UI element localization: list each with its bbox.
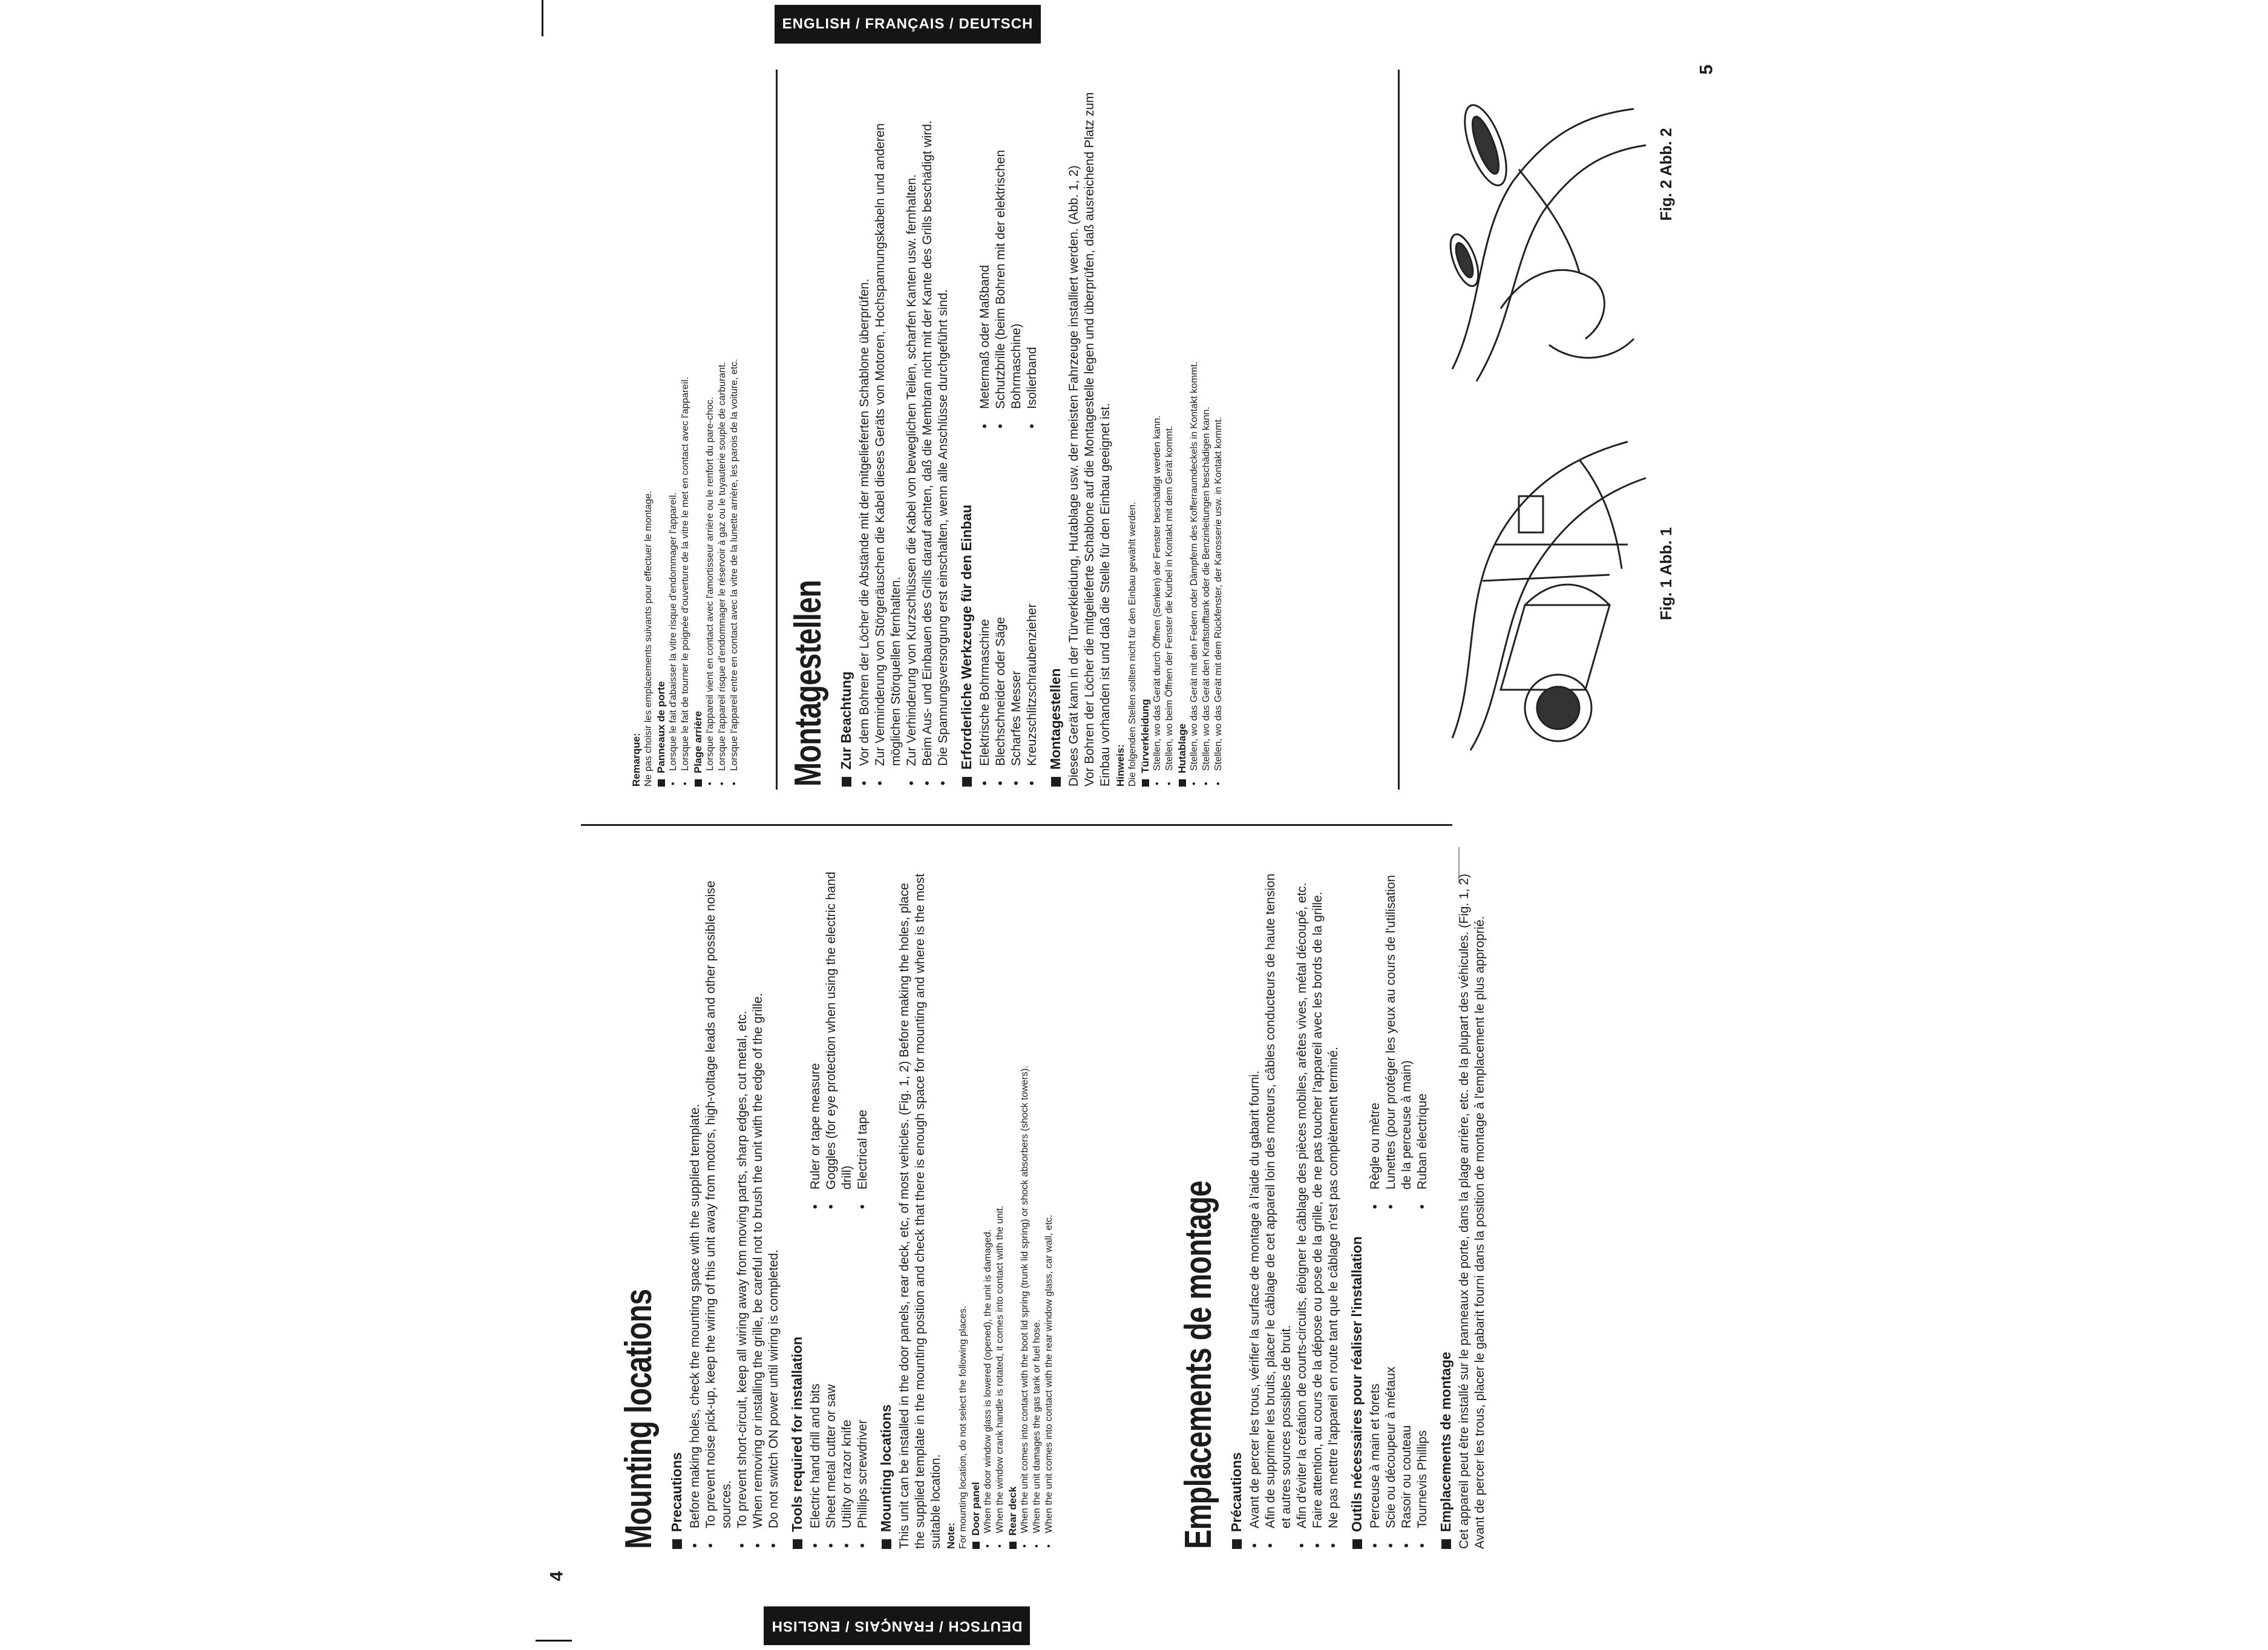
list-item: • To prevent noise pick-up, keep the wiring of this unit away from motors, high-voltage leads and other possible noise sources. — [703, 871, 735, 1549]
list-item: • Lorsque l'appareil entre en contact avec la vitre de la lunette arrière, les parois de la voiture, etc. — [729, 73, 741, 787]
french-mounting-text: Cet appareil peut être installé sur le panneaux de porte, dans la plage arrière, etc. de la plupart des véhicules. (Fig. 1, 2) Avant de percer les trous, placer le gabarit fourni dans la position de montage à l'emplacement le plus approprié. — [1457, 874, 1487, 1549]
list-item: • Stellen, wo das Gerät den Kraftstofftank oder die Benzinleitungen beschädigen kann. — [1201, 73, 1213, 787]
list-item: • Elektrische Bohrmaschine — [977, 430, 993, 787]
list-item: • Phillips screwdriver — [855, 1210, 871, 1549]
list-item: • Afin d'éviter la création de courts-circuits, éloigner le câblage des pièces mobiles, arêtes vives, métal découpé, etc. — [1294, 871, 1310, 1549]
german-mounting-heading: Montagestellen — [1047, 73, 1064, 787]
french-precautions-list — [1247, 871, 1342, 1549]
list-item: • Ruler or tape measure — [808, 871, 824, 1210]
list-item: • Rasoir ou couteau — [1399, 1210, 1415, 1549]
german-title: Montagestellen — [787, 580, 829, 787]
list-item: • Stellen, wo das Gerät mit den Federn oder Dämpfern des Kofferraumdeckels in Kontakt kommt. — [1188, 73, 1201, 787]
list-item: • Perceuse à main et forets — [1368, 1210, 1383, 1549]
list-item: • Kreuzschlitzschraubenzieher — [1024, 430, 1040, 787]
german-rear-heading: Hutablage — [1176, 73, 1188, 787]
list-item: • To prevent short-circuit, keep all wiring away from moving parts, sharp edges, cut metal, etc. — [735, 871, 750, 1549]
list-item: • Lorsque l'appareil risque d'endommager le réservoir à gaz ou le tuyauterie souple de carburant. — [716, 73, 729, 787]
french-door-heading: Panneaux de porte — [655, 73, 667, 787]
list-item: • Before making holes, check the mounting space with the supplied template. — [687, 871, 703, 1549]
english-door-panel-list — [982, 871, 1006, 1549]
language-tab-bottom: DEUTSCH / FRANÇAIS / ENGLISH — [764, 1606, 1030, 1645]
english-rear-deck-heading: Rear deck — [1006, 871, 1019, 1549]
list-item: • When the unit comes into contact with the rear window glass, car wall, etc. — [1043, 871, 1055, 1549]
list-item: • Beim Aus- und Einbauen des Grills darauf achten, daß die Membran nicht mit der Kante des Grills beschädigt wird. — [920, 73, 936, 787]
german-mounting-text-2: Vor Bohren der Löcher die mitgelieferte Schablone auf die Montagestelle legen und überprüfen, daß ausreichend Platz zum Einbau vorhanden ist und daß die Stelle für den Einbau geeignet ist. — [1083, 92, 1112, 787]
english-note-text: For mounting location, do not select the following places. — [958, 1305, 968, 1549]
french-section — [1177, 871, 1488, 1549]
list-item: • Lunettes (pour protéger les yeux au cours de l'utilisation de la perceuse à main) — [1383, 871, 1415, 1210]
page-number-right: 5 — [1696, 64, 1717, 75]
list-item: • Avant de percer les trous, vérifier la surface de montage à l'aide du gabarit fourni. — [1247, 871, 1263, 1549]
list-item: • Utility or razor knife — [839, 1210, 855, 1549]
list-item: • Electrical tape — [855, 871, 871, 1210]
list-item: • When the door window glass is lowered (opened), the unit is damaged. — [982, 871, 994, 1549]
german-hint-text: Die folgenden Stellen sollten nicht für den Einbau gewählt werden. — [1127, 502, 1138, 787]
french-rear-heading: Plage arrière — [692, 73, 704, 787]
fig2-caption: Fig. 2 Abb. 2 — [1657, 128, 1675, 221]
english-tools-heading: Tools required for installation — [789, 871, 805, 1549]
list-item: • When removing or installing the grille, be careful not to brush the unit with the edge of the grille. — [750, 871, 766, 1549]
list-item: • Ne pas mettre l'appareil en route tant que le câblage n'est pas complètement terminé. — [1326, 871, 1342, 1549]
list-item: • When the window crank handle is rotated, it comes into contact with the unit. — [994, 871, 1006, 1549]
list-item: • Ruban électrique — [1415, 871, 1431, 1210]
french-rear-list — [704, 73, 741, 787]
list-item: • Lorsque l'appareil vient en contact avec l'amortisseur arrière ou le renfort du pare-choc. — [704, 73, 716, 787]
list-item: • Scharfes Messer — [1009, 430, 1024, 787]
list-item: • When the unit comes into contact with the boot lid spring (trunk lid spring) or shock absorbers (shock towers). — [1019, 871, 1031, 1549]
list-item: • Scie ou découpeur à métaux — [1383, 1210, 1399, 1549]
list-item: • Stellen, wo das Gerät mit dem Rückfenster, der Karosserie usw. in Kontakt kommt. — [1213, 73, 1225, 787]
french-tools-heading: Outils nécessaires pour réaliser l'installation — [1349, 871, 1365, 1549]
list-item: • Afin de supprimer les bruits, placer le câblage de cet appareil loin des moteurs, câbles conducteurs de haute tension et autres sources possibles de bruit. — [1263, 871, 1294, 1549]
list-item: • When the unit damages the gas tank or fuel hose. — [1031, 871, 1043, 1549]
page-number-left: 4 — [546, 1571, 567, 1582]
list-item: • Isolierband — [1024, 73, 1040, 430]
list-item: • Blechschneider oder Säge — [993, 430, 1009, 787]
english-precautions-list — [687, 871, 782, 1549]
list-item: • Zur Verhinderung von Kurzschlüssen die Kabel von beweglichen Teilen, scharfen Kanten usw. fernhalten. — [904, 73, 920, 787]
french-remark-text: Ne pas choisir les emplacements suivants pour effectuer le montage. — [643, 491, 654, 787]
english-mounting-text: This unit can be installed in the door panels, rear deck, etc, of most vehicles. (Fig. 1, 2) Before making the holes, place the supplied template in the mounting position and check that there is enough space for mounting and where is the most suitable location. — [897, 873, 943, 1549]
german-mounting-text: Dieses Gerät kann in der Türverkleidung, Hutablage usw. der meisten Fahrzeuge installiert werden. (Abb. 1, 2) — [1067, 165, 1081, 787]
language-tab-top: ENGLISH / FRANÇAIS / DEUTSCH — [775, 5, 1041, 44]
fig1-caption: Fig. 1 Abb. 1 — [1657, 527, 1675, 620]
list-item: • Tournevis Phillips — [1415, 1210, 1431, 1549]
list-item: • Stellen, wo das Gerät durch Öffnen (Senken) der Fenster beschädigt werden kann. — [1152, 73, 1164, 787]
english-tools-list — [808, 871, 871, 1549]
french-door-list — [667, 73, 692, 787]
list-item: • Goggles (for eye protection when using the electric hand drill) — [824, 871, 855, 1210]
list-item: • Lorsque le fait de tourner le poignée d'ouverture de la vitre le met en contact avec l'appareil. — [680, 73, 692, 787]
german-hint-label: Hinweis: — [1115, 744, 1126, 787]
list-item: • Schutzbrille (beim Bohren mit der elektrischen Bohrmaschine) — [993, 73, 1024, 430]
french-precautions-heading: Précautions — [1228, 871, 1245, 1549]
fig2-rear-deck-illustration — [1428, 79, 1658, 393]
list-item: • Zur Verminderung von Störgeräuschen die Kabel dieses Geräts von Motoren, Hochspannungskabeln und anderen möglichen Störquellen fernhalten. — [873, 73, 904, 787]
german-beachtung-list — [857, 73, 951, 787]
list-item: • Die Spannungsversorgung erst einschalten, wenn alle Anschlüsse durchgeführt sind. — [936, 73, 951, 787]
list-item: • Lorsque le fait d'abaisser la vitre risque d'endommager l'appareil. — [667, 73, 680, 787]
list-item: • Stellen, wo beim Öffnen der Fenster die Kurbel in Kontakt mit dem Gerät kommt. — [1164, 73, 1176, 787]
page-fold-line — [581, 824, 1452, 826]
english-precautions-heading: Precautions — [669, 871, 685, 1549]
list-item: • Vor dem Bohren der Löcher die Abstände mit der mitgelieferten Schablone überprüfen. — [857, 73, 873, 787]
list-item: • Faire attention, au cours de la dépose ou pose de la grille, de ne pas toucher l'appareil avec les bords de la grille. — [1310, 871, 1326, 1549]
english-mounting-heading: Mounting locations — [878, 871, 894, 1549]
english-rear-deck-list — [1019, 871, 1055, 1549]
list-item: • Metermaß oder Maßband — [977, 73, 993, 430]
german-tools-heading: Erforderliche Werkzeuge für den Einbau — [959, 73, 975, 787]
list-item: • Sheet metal cutter or saw — [824, 1210, 839, 1549]
english-section — [617, 871, 1055, 1549]
divider-figures — [1398, 70, 1400, 790]
list-item: • Do not switch ON power until wiring is completed. — [766, 871, 782, 1549]
german-door-heading: Türverkleidung — [1139, 73, 1152, 787]
english-title: Mounting locations — [618, 1289, 660, 1549]
german-beachtung-heading: Zur Beachtung — [838, 73, 854, 787]
german-tools-list — [977, 73, 1040, 787]
french-tools-list — [1368, 871, 1431, 1549]
scan-edge-bottom — [536, 1640, 572, 1642]
french-remark-label: Remarque: — [631, 733, 642, 787]
list-item: • Règle ou mètre — [1368, 871, 1383, 1210]
french-mounting-heading: Emplacements de montage — [1438, 871, 1454, 1549]
list-item: • Electric hand drill and bits — [808, 1210, 824, 1549]
german-rear-list — [1188, 73, 1225, 787]
english-note-label: Note: — [945, 1522, 957, 1549]
scan-edge-top — [542, 0, 543, 36]
german-section — [787, 73, 1225, 787]
german-door-list — [1152, 73, 1176, 787]
french-title: Emplacements de montage — [1178, 1180, 1219, 1549]
english-door-panel-heading: Door panel — [969, 871, 982, 1549]
divider-remark — [776, 70, 778, 790]
fig1-door-panel-illustration — [1428, 424, 1658, 762]
french-remark-section — [629, 73, 741, 787]
